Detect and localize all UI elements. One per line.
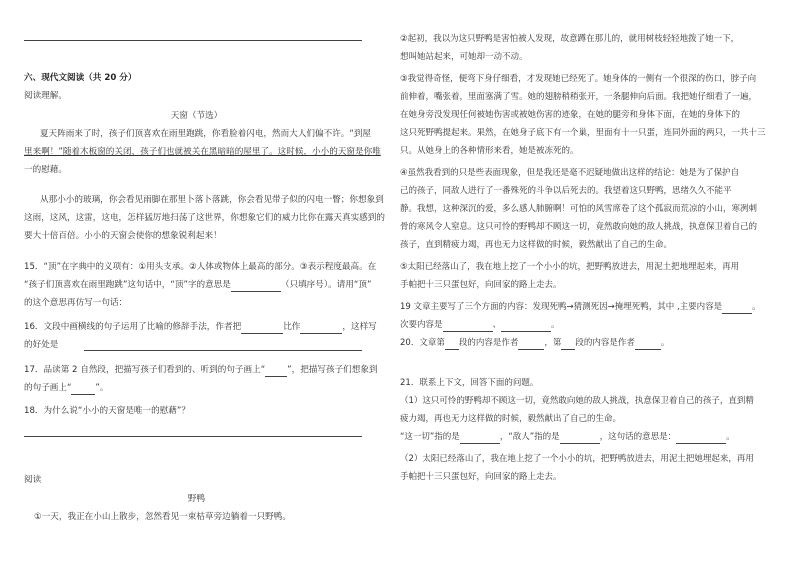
q19-line-2: 次要内容是 、 。 — [400, 320, 560, 330]
r-p4-line-3: 静。我想，这种深沉的爱，多么感人肺腑啊！可怕的风雪席卷了这个孤寂而荒凉的小山，寒冽刺 — [400, 204, 758, 214]
q15-line-1: 15．“顶”在字典中的义项有：①用头支承。②人体或物体上最高的部分。③表示程度最高。在 — [24, 262, 377, 272]
q20-blank-1[interactable] — [445, 337, 459, 350]
q16-answer-line[interactable] — [84, 350, 362, 351]
p1-line-3: 一的慰藉。 — [24, 165, 67, 175]
q15-line-2: “孩子们顶喜欢在雨里跑跳”这句话中，“顶”字的意思是 （只填序号）。请用“顶” — [24, 280, 372, 290]
r-p3-line-4: 这只死野鸭提起来。果然，在她身子底下有一个巢，里面有十一只蛋，连同外面的两只，一共十三 — [400, 128, 766, 138]
q21-2-line-1: （2）太阳已经落山了，我在地上挖了一个小小的坑，把野鸭放进去，用泥土把她埋起来，再用 — [400, 454, 754, 464]
r-p3-line-1: ③我觉得奇怪，便弯下身仔细看，才发现她已经死了。她身体的一侧有一个很深的伤口，脖子向 — [400, 74, 757, 84]
q19-line-1: 19 文章主要写了三个方面的内容：发现死鸭→猜测死因→掩埋死鸭，其中 ,主要内容是 。 — [400, 302, 761, 312]
p2-line-1: 从那小小的玻璃，你会看见雨脚在那里卜落卜落跳，你会看见带子似的闪电一瞥；你想象到 — [40, 195, 384, 205]
q19-blank-3[interactable] — [501, 319, 551, 332]
q21-1-line-1: （1）这只可怜的野鸭却不顾这一切，竟然敢向她的敌人挑战，执意保卫着自己的孩子，直到精 — [400, 396, 754, 406]
passage1-title: 天窗（节选） — [170, 111, 223, 121]
r-p3-line-2: 前伸着，嘴张着，里面塞满了雪。她的翅膀稍稍张开，一条腿伸向后面。我把她仔细看了一遍， — [400, 92, 758, 102]
q20-blank-2[interactable] — [518, 337, 544, 350]
section-title: 六、现代文阅读（共 20 分） — [24, 73, 137, 83]
r-p5-line-2: 手帕把十三只蛋包好，向回家的路上走去。 — [400, 280, 562, 290]
r-p4-line-2: 己的孩子，同敌人进行了一番殊死的斗争以后死去的。我望着这只野鸭，思绪久久不能平 — [400, 186, 732, 196]
q18-text: 18．为什么说“小小的天窗是唯一的慰藉”？ — [24, 406, 190, 416]
q21-blank-3[interactable] — [676, 431, 726, 444]
q17-mark-2 — [71, 382, 95, 395]
q16-blank-1[interactable] — [241, 321, 283, 334]
r-p5-line-1: ⑤太阳已经落山了，我在地上挖了一个小小的坑，把野鸭放进去，用泥土把地埋起来，再用 — [400, 262, 740, 272]
q16-line-2: 的好处是 — [24, 340, 59, 350]
q20-line: 20．文章第 段的内容是作者 ，第 段的内容是作者 。 — [400, 338, 670, 348]
q15-line-3: 的这个意思再仿写一句话： — [24, 298, 128, 308]
q15-blank-1[interactable] — [231, 279, 281, 292]
passage2-title: 野鸭 — [187, 494, 206, 504]
r-p2-line-1: ②起初，我以为这只野鸭是害怕被人发现，故意蹲在那儿的，就用树枝轻轻地拨了她一下， — [400, 34, 740, 44]
p2-line-3: 要大十倍百倍。小小的天窗会使你的想象锐利起来！ — [24, 231, 222, 241]
q20-blank-3[interactable] — [561, 337, 575, 350]
p1-line-2: 里来啊！”随着木板窗的关闭，孩子们也就被关在黑暗暗的屋里了。这时候，小小的天窗是你唯 — [24, 147, 381, 157]
q21-blank-1[interactable] — [460, 431, 500, 444]
q17-mark-1 — [265, 364, 287, 377]
r-p4-line-1: ④虽然我看到的只是些表面现象，但是我还是毫不迟疑地做出这样的结论：她是为了保护自 — [400, 168, 740, 178]
q21-2-line-2: 手帕把十三只蛋包好，向回家的路上走去。 — [400, 472, 562, 482]
q18-answer-line[interactable] — [24, 436, 362, 437]
instruction: 阅读理解。 — [24, 91, 67, 101]
r-p4-line-4: 骨的寒风令人窒息。这只可怜的野鸭却不顾这一切，竟然敢向她的敌人挑战，执意保卫着自己的 — [400, 222, 758, 232]
r-p2-line-2: 想叫她站起来，可她却一动不动。 — [400, 52, 528, 62]
q19-blank-2[interactable] — [443, 319, 493, 332]
reading-label: 阅读 — [24, 475, 42, 485]
q20-blank-4[interactable] — [635, 337, 661, 350]
q17-line-2: 的句子画上“ ”。 — [24, 383, 109, 393]
q16-line-1: 16．文段中画横线的句子运用了比喻的修辞手法，作者把 比作 ，这样写 — [24, 322, 377, 332]
q21-1-ask: “这一切”指的是 ，“敌人”指的是 ，这句话的意思是： 。 — [400, 432, 735, 442]
p2-line-2: 这雨，这风，这雷，这电，怎样猛厉地扫荡了这世界，你想象它们的威力比你在露天真实感到的 — [24, 213, 385, 223]
q21-1-line-2: 疲力竭，再也无力这样做的时候，毅然献出了自己的生命。 — [400, 414, 622, 424]
passage2-p1: ①一天，我正在小山上散步，忽然看见一束枯草旁边躺着一只野鸭。 — [34, 512, 291, 522]
answer-line-top — [24, 40, 362, 41]
q19-blank-1[interactable] — [722, 301, 752, 314]
r-p3-line-5: 只。从她身上的各种情形来看，她是被冻死的。 — [400, 146, 579, 156]
q16-blank-2[interactable] — [300, 321, 342, 334]
q17-line-1: 17．品读第 2 自然段，把描写孩子们看到的、听到的句子画上“ ”，把描写孩子们想象到 — [24, 365, 378, 375]
r-p3-line-3: 在她身旁没发现任何被她伤害或被她伤害的迹象，在她的腿旁和身体下面，在她的身体下的 — [400, 110, 741, 120]
p1-line-1: 夏天阵雨来了时，孩子们顶喜欢在雨里跑跳，你看脸着闪电，然而大人们偏不许。“到屋 — [40, 129, 372, 139]
r-p4-line-5: 孩子，直到精疲力竭，再也无力这样做的时候，毅然献出了自己的生命。 — [400, 240, 673, 250]
q21-blank-2[interactable] — [560, 431, 600, 444]
q21-intro: 21．联系上下文，回答下面的问题。 — [400, 378, 539, 388]
